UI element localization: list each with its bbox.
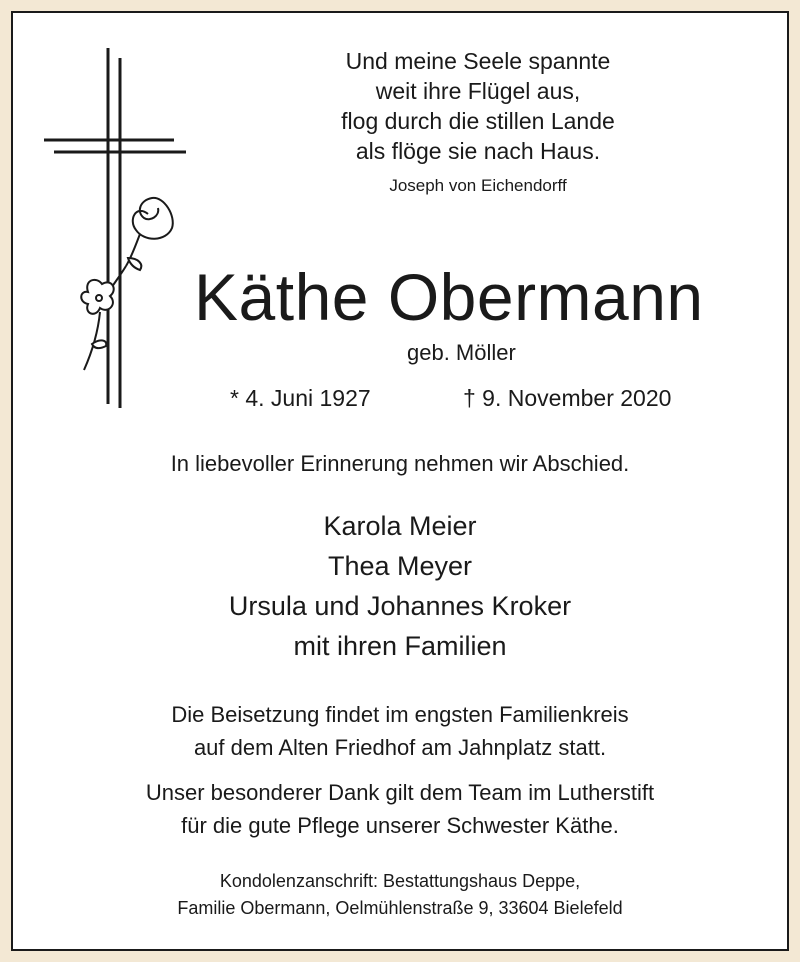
mourner: mit ihren Familien [293, 631, 507, 661]
cross-icon [40, 44, 200, 414]
mourner: Ursula und Johannes Kroker [228, 591, 572, 621]
thanks-line: für die gute Pflege unserer Schwester Käthe. [181, 813, 619, 838]
farewell-text: In liebevoller Erinnerung nehmen wir Abschied. [170, 451, 630, 476]
life-dates [0, 385, 800, 415]
birth-name: geb. Möller [407, 340, 516, 365]
rose-icon [81, 198, 173, 370]
mourner: Thea Meyer [327, 551, 473, 581]
burial-info [0, 698, 800, 764]
poem-line: Und meine Seele spannte [345, 48, 611, 74]
condolence-address [0, 868, 800, 922]
birth-date: * 4. Juni 1927 [230, 385, 371, 411]
burial-line: Die Beisetzung findet im engsten Familienkreis [171, 702, 629, 727]
mourners-list [0, 506, 800, 666]
poem [308, 46, 648, 196]
contact-line: Kondolenzanschrift: Bestattungshaus Deppe, [219, 871, 581, 891]
poem-line: als flöge sie nach Haus. [355, 138, 601, 164]
burial-line: auf dem Alten Friedhof am Jahnplatz statt. [193, 735, 607, 760]
thanks-line: Unser besonderer Dank gilt dem Team im Lutherstift [145, 780, 655, 805]
thanks-text [0, 776, 800, 842]
poem-line: flog durch die stillen Lande [341, 108, 615, 134]
poem-line: weit ihre Flügel aus, [375, 78, 581, 104]
deceased-name: Käthe Obermann [194, 260, 704, 334]
death-date: † 9. November 2020 [463, 385, 672, 411]
poem-author: Joseph von Eichendorff [389, 176, 567, 195]
mourner: Karola Meier [323, 511, 477, 541]
contact-line: Familie Obermann, Oelmühlenstraße 9, 33604 Bielefeld [177, 898, 623, 918]
